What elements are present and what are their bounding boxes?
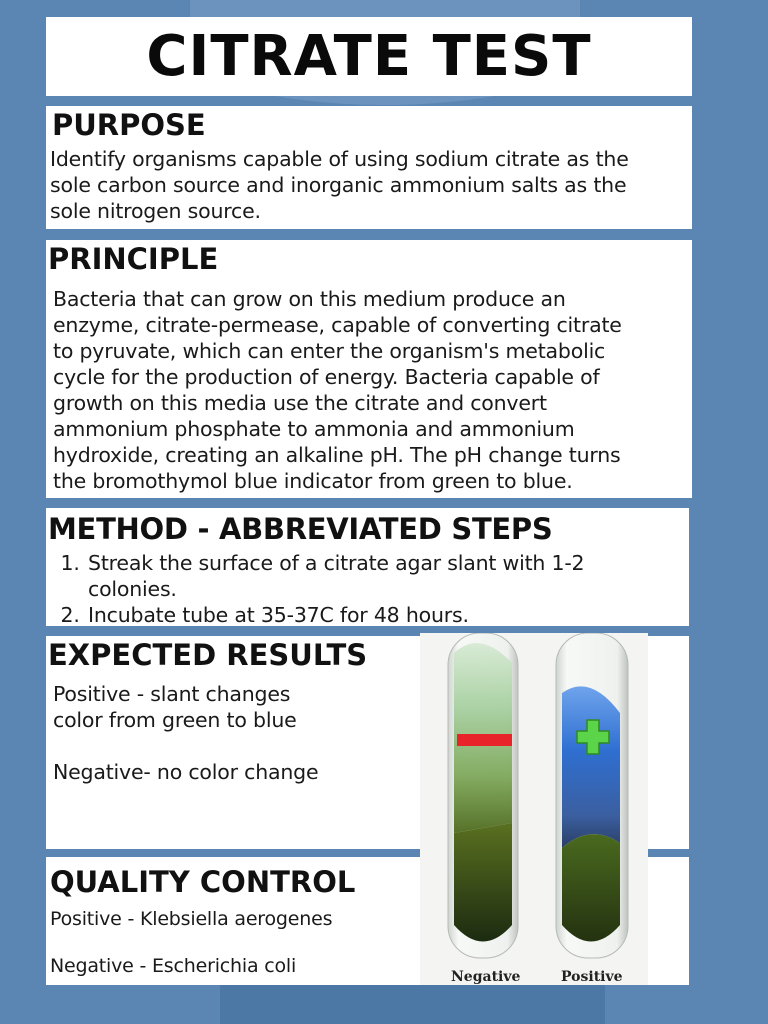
negative-label: Negative	[451, 969, 521, 985]
expected-positive	[53, 681, 297, 733]
page-title: CITRATE TEST	[146, 24, 592, 89]
purpose-text	[50, 146, 629, 224]
title-banner	[46, 17, 692, 96]
principle-line: cycle for the production of energy. Bacteria capable of	[53, 365, 600, 389]
purpose-section	[46, 106, 692, 229]
quality-control-heading: QUALITY CONTROL	[50, 865, 356, 899]
purpose-line: Identify organisms capable of using sodium citrate as the	[50, 147, 629, 171]
principle-line: growth on this media use the citrate and convert	[53, 391, 547, 415]
expected-negative: Negative- no color change	[53, 760, 319, 784]
positive-tube	[556, 633, 628, 958]
citrate-tubes-photo	[420, 633, 648, 985]
principle-line: enzyme, citrate-permease, capable of converting citrate	[53, 313, 622, 337]
expected-positive-line: color from green to blue	[53, 708, 297, 732]
purpose-line: sole nitrogen source.	[50, 199, 261, 223]
tubes-illustration	[420, 633, 648, 985]
principle-line: Bacteria that can grow on this medium produce an	[53, 287, 566, 311]
principle-line: hydroxide, creating an alkaline pH. The pH change turns	[53, 443, 621, 467]
background-bottom-bar	[220, 985, 605, 1024]
method-heading: METHOD - ABBREVIATED STEPS	[48, 512, 553, 546]
principle-text	[53, 286, 622, 494]
method-step: 2. Incubate tube at 35-37C for 48 hours.	[86, 602, 646, 628]
positive-label: Positive	[561, 969, 623, 985]
principle-line: the bromothymol blue indicator from green to blue.	[53, 469, 573, 493]
purpose-heading: PURPOSE	[52, 108, 206, 142]
expected-results-heading: EXPECTED RESULTS	[48, 638, 368, 672]
principle-section	[46, 240, 692, 498]
method-step: 1. Streak the surface of a citrate agar slant with 1-2 colonies.	[86, 550, 646, 602]
negative-tube	[448, 633, 518, 958]
principle-line: to pyruvate, which can enter the organism's metabolic	[53, 339, 606, 363]
method-steps-list	[46, 550, 646, 628]
minus-sign-icon	[457, 734, 512, 746]
principle-heading: PRINCIPLE	[48, 242, 219, 276]
quality-positive: Positive - Klebsiella aerogenes	[50, 908, 333, 930]
purpose-line: sole carbon source and inorganic ammonium salts as the	[50, 173, 627, 197]
method-section	[46, 508, 689, 626]
quality-negative: Negative - Escherichia coli	[50, 955, 297, 977]
expected-positive-line: Positive - slant changes	[53, 682, 291, 706]
principle-line: ammonium phosphate to ammonia and ammonium	[53, 417, 575, 441]
